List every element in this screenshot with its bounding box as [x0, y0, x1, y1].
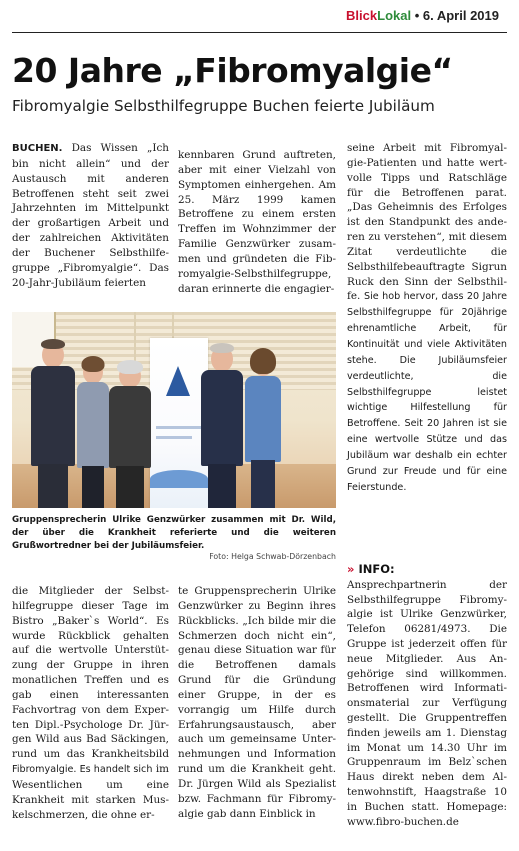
event-photo: [12, 312, 336, 508]
person-figure: [30, 336, 76, 508]
article-column-2-bottom: [178, 584, 336, 822]
banner-text-line: [156, 426, 202, 429]
headline: 20 Jahre „Fibromyalgie“: [12, 51, 453, 90]
article-column-1-top: [12, 141, 169, 290]
article-text: kennbaren Grund auftreten, aber mit einer Vielzahl von Symptomen einhergehen. Am 25. März 1999 kamen Betroffene zu einem ersten Treffen im Wohnzimmer der Familie Genzwürker zusammen und gründeten die Fibromyalgie-Selbsthilfegruppe, daran erinnerte die engagier-: [178, 149, 336, 295]
article-text: te Gruppensprecherin Ulrike Genzwürker zu Beginn ihres Rückblicks. „Ich bilde mir die Schmerzen doch nicht ein“, genau diese Situation war für die Betroffenen damals Grund für die Gründung einer Gruppe, in der es vorrangig um Hilfe durch Erfahrungsaustausch, aber auch um gemeinsame Unternehmungen und Information rund um die Krankheit geht. Dr. Jürgen Wild als Spezialist bzw. Fachmann für Fibromyalgie gab dann Einblick in: [178, 585, 336, 820]
article-column-3: [347, 141, 507, 495]
info-text: Ansprechpartnerin der Selbsthilfegruppe Fibromyalgie ist Ulrike Genzwürker, Telefon 06281/4973. Die Gruppe ist jederzeit offen für neue Mitglieder. Aus Angehörige sind willkommen. Betroffenen wird Informationsmaterial zur Verfügung gestellt. Die Gruppentreffen finden jeweils am 1. Dienstag im Monat um 14.30 Uhr im Gruppenraum im Belz`schen Haus direkt neben dem Altenwohnstift, Haagstraße 10 in Buchen statt. Homepage: www.fibro-buchen.de: [347, 578, 507, 828]
banner-text-line: [156, 436, 192, 439]
brand-name-part2: Lokal: [377, 8, 412, 23]
photo-credit: Foto: Helga Schwab-Dörzenbach: [209, 552, 336, 561]
photo-caption: Gruppensprecherin Ulrike Genzwürker zusammen mit Dr. Wild, der über die Krankheit referierte und die weiteren Grußwortredner bei der Jubiläumsfeier.: [12, 515, 336, 551]
info-label: INFO:: [358, 562, 395, 576]
masthead: [346, 8, 499, 23]
article-text: die Mitglieder der Selbsthilfegruppe dieser Tage im Bistro „Baker`s World“. Es wurde Rückblick gehalten auf die wertvolle Unterstützung der Gruppe in ihren monatlichen Treffen und es gab einen interessanten Fachvortrag von dem Experten Dipl.-Psychologe Dr. Jürgen Wild aus Bad Säckingen, rund um das Krankheitsbild: [12, 585, 169, 761]
article-text: Fibromyalgie. Es handelt sich: [12, 764, 153, 776]
masthead-divider: [12, 32, 507, 33]
article-text: seine Arbeit mit Fibromyalgie-Patienten und hatte wertvolle Tipps und Ratschläge für die Betroffenen parat. „Das Geheimnis des Erfolges ist den Standpunkt des anderen zu verstehen“, mit diesem Zitat verdeutlichte die Selbsthilfebeauftragte Sigrun Ruck den Sinn der Selbsthilfe.: [347, 142, 507, 303]
person-figure: [108, 358, 152, 508]
info-heading: [347, 562, 507, 577]
dateline: BUCHEN.: [12, 143, 63, 154]
article-column-1-bottom: [12, 584, 169, 823]
article-text: Sie hob hervor, dass 20 Jahre Selbsthilfegruppe für 20jährige ehrenamtliche Arbeit, für Kontinuität und viele Aktivitäten stehe. Die Jubiläumsfeier verdeutlichte, die Selbsthilfegruppe leistet wichtige Hilfestellung für Betroffene. Seit 20 Jahren ist sie eine wertvolle Stütze und das Jubiläum war deshalb ein echter Grund zur Freude und für eine Feierstunde.: [347, 291, 507, 493]
person-figure: [200, 340, 244, 508]
issue-date: • 6. April 2019: [414, 8, 499, 23]
article-column-2-top: [178, 148, 336, 296]
article-text: Das Wissen „Ich bin nicht allein“ und der Austausch mit anderen Betroffenen steht seit zwei Jahrzehnten im Mittelpunkt der großartigen Arbeit und der zahlreichen Aktivitäten der Buchener Selbsthilfegruppe „Fibromyalgie“. Das 20-Jahr-Jubiläum feierten: [12, 142, 169, 289]
sailboat-logo-icon: [166, 366, 190, 396]
double-chevron-icon: »: [347, 562, 355, 576]
person-figure: [244, 346, 282, 508]
info-box: [347, 562, 507, 829]
article-text: im Wesentlichen um eine Krankheit mit starken Muskelschmerzen, die ohne er-: [12, 763, 170, 821]
person-figure: [76, 354, 110, 508]
subheadline: Fibromyalgie Selbsthilfegruppe Buchen feierte Jubiläum: [12, 97, 435, 115]
brand-name-part1: Blick: [346, 8, 378, 23]
